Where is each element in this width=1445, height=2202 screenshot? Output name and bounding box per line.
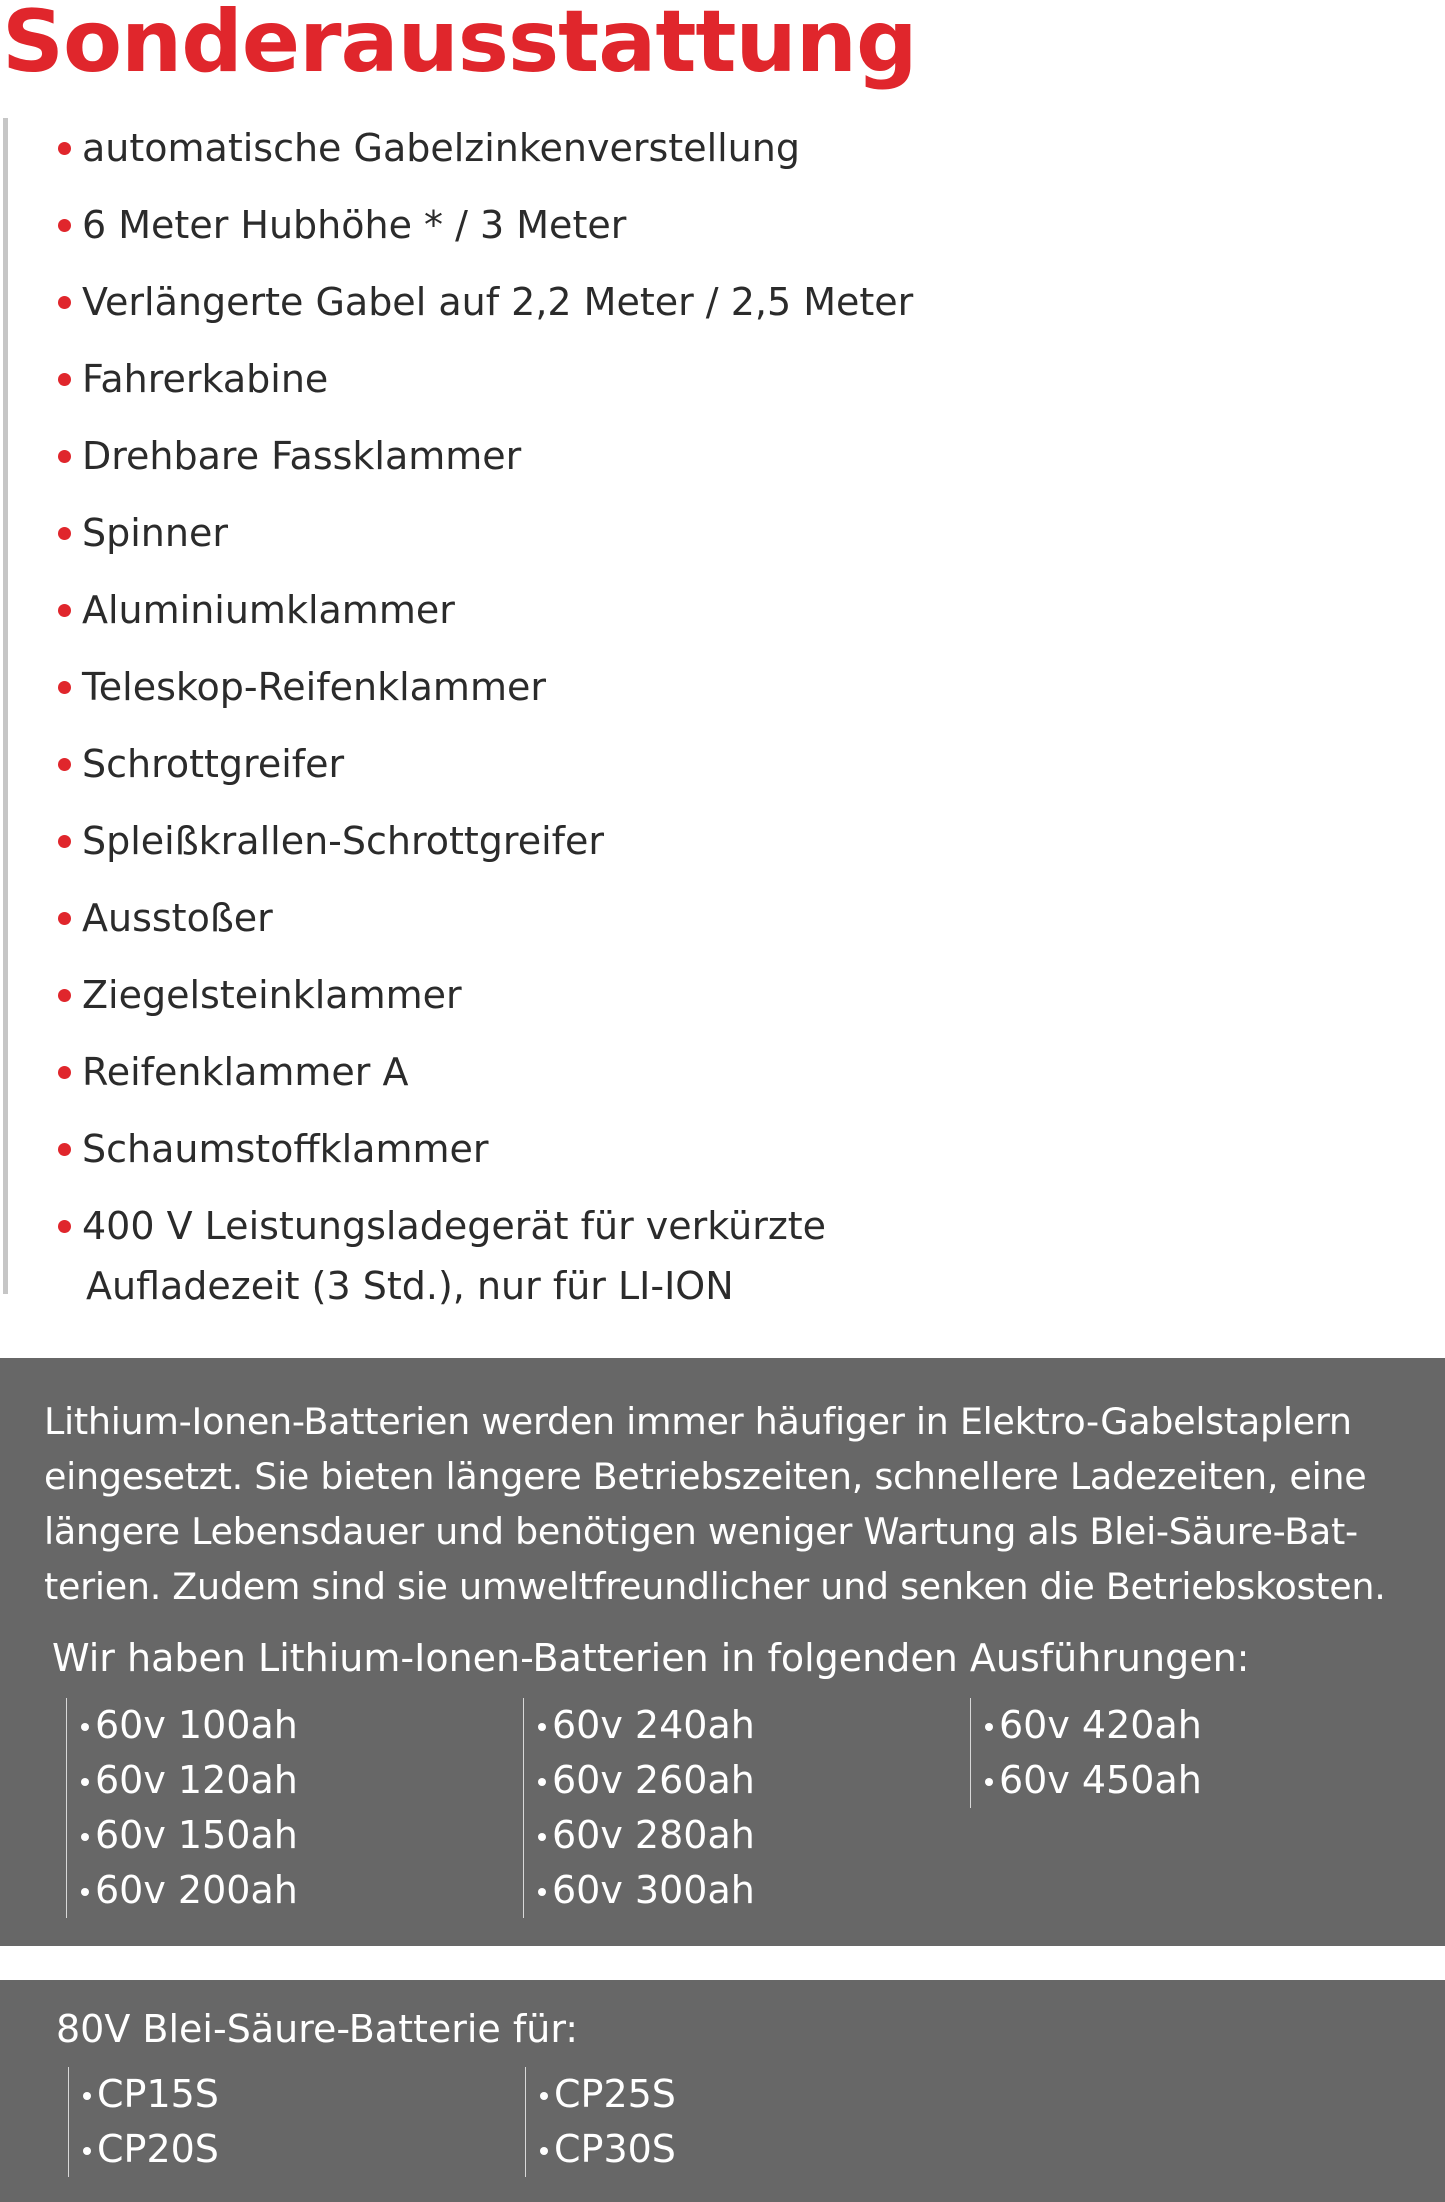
bullet-icon (58, 296, 71, 309)
list-item: Reifenklammer A (54, 1042, 913, 1119)
bullet-icon (58, 758, 71, 771)
bullet-icon (58, 142, 71, 155)
list-item: CP20S (69, 2122, 219, 2177)
list-item: Ziegelsteinklammer (54, 965, 913, 1042)
list-item: Teleskop-Reifenklammer (54, 657, 913, 734)
lithium-intro-text: Lithium-Ionen-Batterien werden immer häufiger in Elektro-Gabelstaplern eingesetzt. Sie bieten längere Betriebszeiten, schnellere Ladezeiten, eine längere Lebensdauer und benötigen weniger Wartung als Blei-Säure-Bat- terien. Zudem sind sie umweltfreundlicher und senken die Betriebskosten. (44, 1400, 1386, 1608)
list-item: Spleißkrallen-Schrottgreifer (54, 811, 913, 888)
bullet-icon (58, 681, 71, 694)
features-list (54, 118, 913, 1316)
lead-acid-column-1 (68, 2067, 219, 2177)
list-item: 60v 240ah (524, 1698, 755, 1753)
list-item: 60v 120ah (67, 1753, 298, 1808)
list-item: 6 Meter Hubhöhe * / 3 Meter (54, 195, 913, 272)
list-item: CP30S (526, 2122, 676, 2177)
lead-acid-battery-panel (0, 1980, 1445, 2202)
bullet-icon (58, 835, 71, 848)
bullet-icon (58, 373, 71, 386)
list-item: 60v 200ah (67, 1863, 298, 1918)
list-item: Drehbare Fassklammer (54, 426, 913, 503)
lithium-battery-panel (0, 1358, 1445, 1946)
lithium-list-heading: Wir haben Lithium-Ionen-Batterien in folgenden Ausführungen: (52, 1636, 1250, 1680)
features-section (0, 118, 1100, 1308)
list-item: 60v 300ah (524, 1863, 755, 1918)
lithium-column-3 (970, 1698, 1202, 1808)
bullet-icon (58, 912, 71, 925)
list-item: 60v 260ah (524, 1753, 755, 1808)
bullet-icon (58, 604, 71, 617)
list-item: 400 V Leistungsladegerät für verkürzte Aufladezeit (3 Std.), nur für LI-ION (54, 1196, 913, 1316)
lithium-column-1 (66, 1698, 298, 1918)
list-item: CP15S (69, 2067, 219, 2122)
list-item: Schrottgreifer (54, 734, 913, 811)
list-item: Schaumstoffklammer (54, 1119, 913, 1196)
lithium-column-2 (523, 1698, 755, 1918)
list-item: 60v 450ah (971, 1753, 1202, 1808)
list-item: Verlängerte Gabel auf 2,2 Meter / 2,5 Meter (54, 272, 913, 349)
bullet-icon (58, 1143, 71, 1156)
bullet-icon (58, 989, 71, 1002)
lead-acid-list-heading: 80V Blei-Säure-Batterie für: (56, 2007, 579, 2051)
bullet-icon (58, 1066, 71, 1079)
list-item: Aluminiumklammer (54, 580, 913, 657)
list-item: Fahrerkabine (54, 349, 913, 426)
left-divider (3, 118, 8, 1294)
list-item: 60v 100ah (67, 1698, 298, 1753)
bullet-icon (58, 1220, 71, 1233)
list-item: 60v 280ah (524, 1808, 755, 1863)
bullet-icon (58, 450, 71, 463)
list-item: automatische Gabelzinkenverstellung (54, 118, 913, 195)
list-item: 60v 150ah (67, 1808, 298, 1863)
list-item: Ausstoßer (54, 888, 913, 965)
bullet-icon (58, 527, 71, 540)
lead-acid-column-2 (525, 2067, 676, 2177)
list-item: 60v 420ah (971, 1698, 1202, 1753)
bullet-icon (58, 219, 71, 232)
list-item: CP25S (526, 2067, 676, 2122)
page-title: Sonderausstattung (2, 0, 917, 92)
list-item: Spinner (54, 503, 913, 580)
